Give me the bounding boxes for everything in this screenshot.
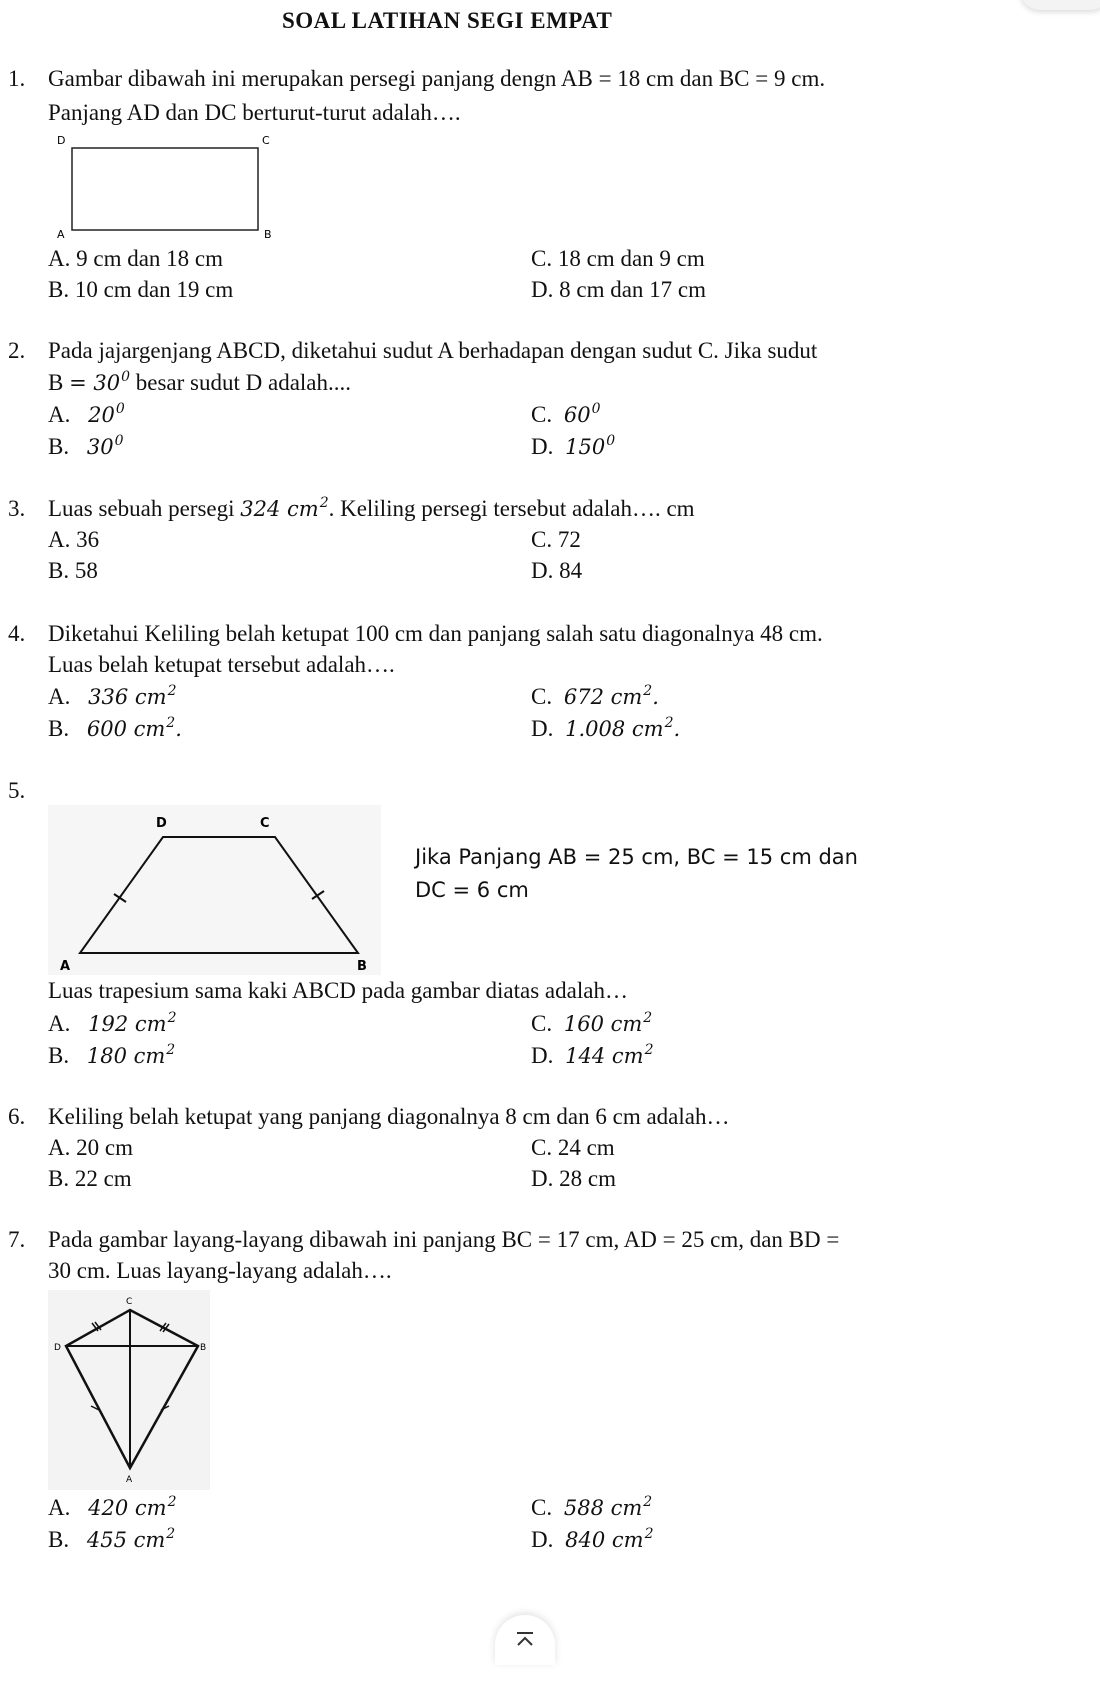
q5-option-d-label: D. [531, 1043, 554, 1068]
q7-label-d: D [54, 1343, 61, 1353]
q2-option-d-value: 150 [565, 435, 606, 459]
q7-text-line2: 30 cm. Luas layang-layang adalah…. [48, 1258, 392, 1283]
q2-option-a-value: 20 [88, 403, 115, 427]
q3-option-a[interactable]: A. 36 [48, 527, 100, 552]
q4-option-c[interactable] [531, 684, 659, 710]
q5-trapezoid-figure [48, 805, 381, 975]
top-corner-pill [1020, 0, 1100, 10]
q7-option-b-value: 455 cm [86, 1528, 166, 1552]
q4-option-d-end: . [673, 717, 681, 741]
q5-option-c-label: C. [531, 1011, 553, 1036]
q3-option-c[interactable]: C. 72 [531, 527, 581, 552]
q5-label-a: A [60, 959, 71, 974]
q1-label-a: A [57, 228, 65, 241]
q5-option-c[interactable] [531, 1011, 652, 1037]
q1-option-d[interactable]: D. 8 cm dan 17 cm [531, 277, 707, 302]
q3-option-d[interactable]: D. 84 [531, 558, 583, 583]
q4-option-b-exponent: 2 [166, 715, 176, 731]
q4-option-d-exponent: 2 [664, 715, 674, 731]
q2-option-d-degree: 0 [606, 433, 616, 449]
q6-option-b[interactable]: B. 22 cm [48, 1166, 132, 1191]
q7-option-d-label: D. [531, 1527, 554, 1552]
q5-option-b[interactable] [48, 1043, 175, 1069]
q1-text-part-c: = 9 cm. [755, 66, 826, 91]
q4-option-c-value: 672 cm [563, 685, 643, 709]
q7-option-b[interactable] [48, 1527, 175, 1553]
scroll-to-top-button[interactable] [495, 1615, 555, 1665]
q1-text-part-a: Gambar dibawah ini merupakan persegi panjang dengn AB [48, 66, 593, 91]
q2-option-d-label: D. [531, 434, 554, 459]
q5-question: Luas trapesium sama kaki ABCD pada gambar diatas adalah… [48, 978, 628, 1003]
q1-text-line2: Panjang AD dan DC berturut-turut adalah…. [48, 100, 461, 125]
q3-text-line1 [48, 496, 695, 522]
q4-option-b-end: . [175, 717, 182, 741]
q4-option-c-label: C. [531, 684, 553, 709]
q1-text-part-b: = 18 cm dan BC [598, 66, 750, 91]
q2-option-c-degree: 0 [591, 401, 601, 417]
q2-option-b-degree: 0 [114, 433, 124, 449]
q6-option-d[interactable]: D. 28 cm [531, 1166, 616, 1191]
page-title: SOAL LATIHAN SEGI EMPAT [282, 8, 613, 33]
q5-option-d-exponent: 2 [644, 1042, 654, 1058]
q7-label-c: C [126, 1297, 133, 1307]
q3-text-part-a: Luas sebuah persegi [48, 496, 241, 521]
q2-option-b-value: 30 [86, 435, 114, 459]
q1-rectangle-figure [54, 132, 284, 244]
q7-number: 7. [8, 1227, 26, 1252]
q2-angle-value: = 30 [69, 371, 121, 395]
q3-area-value: 324 cm [240, 497, 319, 521]
q5-option-a[interactable] [48, 1011, 176, 1037]
q4-option-b-label: B. [48, 716, 70, 741]
q1-option-a[interactable]: A. 9 cm dan 18 cm [48, 246, 224, 271]
q4-option-a-label: A. [48, 684, 71, 709]
q5-option-b-exponent: 2 [166, 1042, 176, 1058]
q2-option-c-label: C. [531, 402, 553, 427]
q2-text-line2 [48, 370, 351, 396]
q7-option-c-value: 588 cm [563, 1496, 643, 1520]
q5-figure-background [48, 805, 381, 975]
q5-label-c: C [260, 816, 270, 831]
q1-label-d: D [57, 134, 66, 147]
q5-option-c-exponent: 2 [643, 1010, 653, 1026]
q5-option-a-value: 192 cm [88, 1012, 167, 1036]
chevron-up-to-top-icon [513, 1630, 537, 1650]
q2-text-rest: besar sudut D adalah.... [135, 370, 352, 395]
q7-option-c-label: C. [531, 1495, 553, 1520]
q2-option-a[interactable] [48, 402, 125, 428]
q7-option-c[interactable] [531, 1495, 652, 1521]
q2-text-line1: Pada jajargenjang ABCD, diketahui sudut A berhadapan dengan sudut C. Jika sudut [48, 338, 818, 363]
q5-label-b: B [357, 959, 367, 974]
q1-text-line1 [48, 66, 825, 92]
q2-option-b[interactable] [48, 434, 124, 460]
q4-text-line1: Diketahui Keliling belah ketupat 100 cm dan panjang salah satu diagonalnya 48 cm. [48, 621, 823, 646]
q2-option-a-label: A. [48, 402, 71, 427]
q4-option-c-end: . [652, 685, 659, 709]
q5-option-b-label: B. [48, 1043, 70, 1068]
q2-option-b-label: B. [48, 434, 70, 459]
q5-side-text-line2: DC = 6 cm [415, 878, 529, 902]
q5-label-d: D [156, 816, 167, 831]
q4-option-a-exponent: 2 [167, 683, 177, 699]
q7-option-c-exponent: 2 [643, 1494, 653, 1510]
q4-option-a-value: 336 cm [88, 685, 167, 709]
q1-label-c: C [262, 134, 270, 147]
q6-text-line1: Keliling belah ketupat yang panjang diagonalnya 8 cm dan 6 cm adalah… [48, 1104, 730, 1129]
q5-option-d[interactable] [531, 1043, 653, 1069]
q7-label-b: B [200, 1343, 207, 1353]
q4-option-d-value: 1.008 cm [565, 717, 664, 741]
q2-option-a-degree: 0 [115, 401, 125, 417]
q4-option-d[interactable] [531, 716, 680, 742]
q7-option-b-label: B. [48, 1527, 70, 1552]
q5-option-a-exponent: 2 [167, 1010, 177, 1026]
q2-option-c[interactable] [531, 402, 601, 428]
q6-option-c[interactable]: C. 24 cm [531, 1135, 615, 1160]
q4-option-d-label: D. [531, 716, 554, 741]
q3-text-part-b: . Keliling persegi tersebut adalah…. cm [328, 496, 695, 521]
q5-option-d-value: 144 cm [565, 1044, 644, 1068]
q7-text-line1: Pada gambar layang-layang dibawah ini panjang BC = 17 cm, AD = 25 cm, dan BD = [48, 1227, 840, 1252]
q4-option-b[interactable] [48, 716, 182, 742]
q4-number: 4. [8, 621, 26, 646]
q1-rectangle [72, 148, 258, 230]
q7-option-b-exponent: 2 [166, 1526, 176, 1542]
q4-option-b-value: 600 cm [86, 717, 166, 741]
q1-option-b[interactable]: B. 10 cm dan 19 cm [48, 277, 234, 302]
q4-option-c-exponent: 2 [643, 683, 653, 699]
q7-option-a[interactable] [48, 1495, 176, 1521]
q2-angle-degree: 0 [121, 369, 131, 385]
q7-option-a-label: A. [48, 1495, 71, 1520]
q1-option-c[interactable]: C. 18 cm dan 9 cm [531, 246, 705, 271]
q2-number: 2. [8, 338, 26, 363]
q7-option-d[interactable] [531, 1527, 653, 1553]
q5-option-b-value: 180 cm [86, 1044, 166, 1068]
q7-kite-figure [48, 1290, 210, 1490]
q3-area-exponent: 2 [319, 495, 329, 511]
q7-label-a: A [126, 1475, 133, 1485]
q2-option-d[interactable] [531, 434, 615, 460]
q2-option-c-value: 60 [563, 403, 591, 427]
q5-option-a-label: A. [48, 1011, 71, 1036]
q7-option-a-exponent: 2 [167, 1494, 177, 1510]
q1-number: 1. [8, 66, 26, 91]
q1-label-b: B [264, 228, 272, 241]
q5-option-c-value: 160 cm [563, 1012, 643, 1036]
q3-option-b[interactable]: B. 58 [48, 558, 98, 583]
q4-text-line2: Luas belah ketupat tersebut adalah…. [48, 652, 395, 677]
q5-side-text-line1: Jika Panjang AB = 25 cm, BC = 15 cm dan [415, 845, 858, 869]
q7-option-a-value: 420 cm [88, 1496, 167, 1520]
q6-option-a[interactable]: A. 20 cm [48, 1135, 133, 1160]
q7-option-d-exponent: 2 [644, 1526, 654, 1542]
q6-number: 6. [8, 1104, 26, 1129]
q7-option-d-value: 840 cm [565, 1528, 644, 1552]
q3-number: 3. [8, 496, 26, 521]
q4-option-a[interactable] [48, 684, 176, 710]
q5-number: 5. [8, 778, 26, 803]
q2-angle-b: B [48, 370, 64, 395]
